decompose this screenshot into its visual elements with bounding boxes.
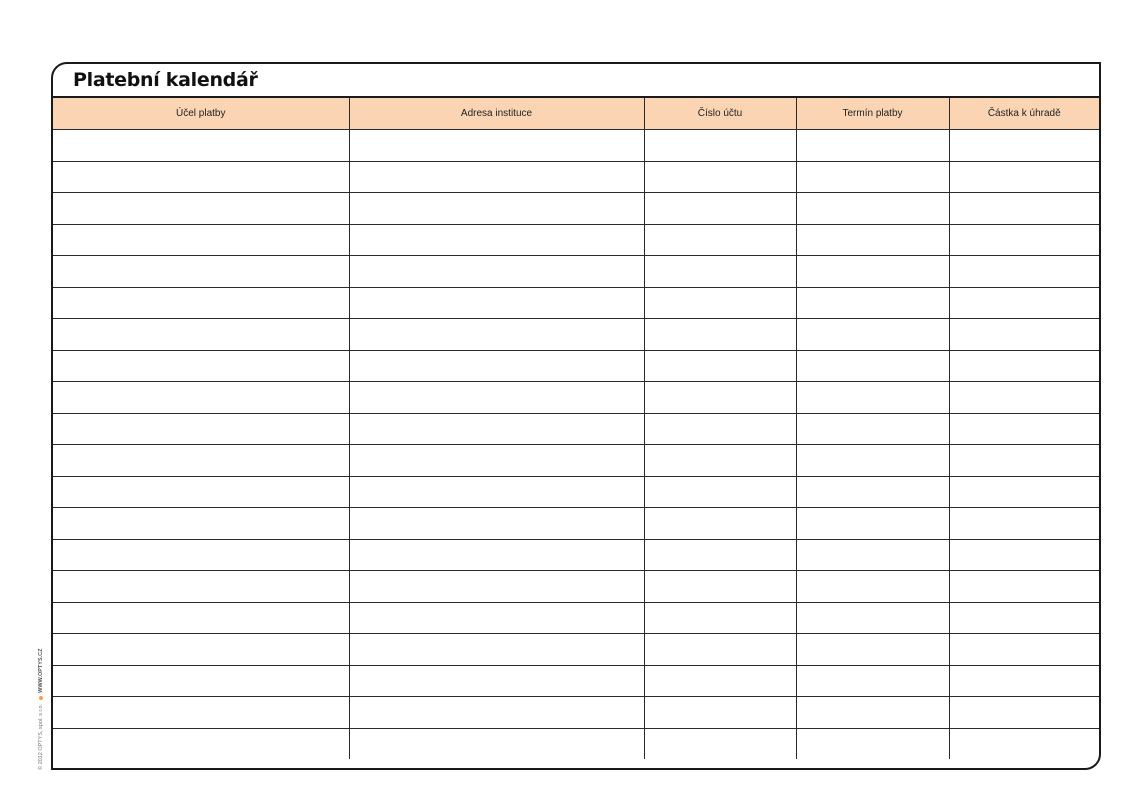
purpose-cell[interactable] [53, 476, 349, 508]
table-body [53, 130, 1099, 760]
due-date-cell[interactable] [796, 224, 949, 256]
purpose-cell[interactable] [53, 130, 349, 162]
purpose-cell[interactable] [53, 602, 349, 634]
purpose-cell[interactable] [53, 382, 349, 414]
footer-credit [38, 649, 44, 771]
due-date-cell[interactable] [796, 287, 949, 319]
address-cell[interactable] [349, 130, 644, 162]
account-number-cell[interactable] [644, 508, 796, 540]
header-row [53, 98, 1099, 130]
purpose-cell[interactable] [53, 224, 349, 256]
table-row [53, 571, 1099, 603]
account-number-cell[interactable] [644, 256, 796, 288]
account-number-cell[interactable] [644, 224, 796, 256]
table-row [53, 350, 1099, 382]
table-row [53, 634, 1099, 666]
account-number-cell[interactable] [644, 539, 796, 571]
table-row [53, 508, 1099, 540]
due-date-cell[interactable] [796, 728, 949, 759]
column-header-address: Adresa instituce [349, 98, 644, 130]
due-date-cell[interactable] [796, 130, 949, 162]
due-date-cell[interactable] [796, 697, 949, 729]
purpose-cell[interactable] [53, 161, 349, 193]
purpose-cell[interactable] [53, 665, 349, 697]
amount-cell[interactable] [949, 256, 1099, 288]
website-text: WWW.OPTYS.CZ [38, 648, 44, 693]
address-cell[interactable] [349, 193, 644, 225]
address-cell[interactable] [349, 697, 644, 729]
column-header-due-date: Termín platby [796, 98, 949, 130]
address-cell[interactable] [349, 319, 644, 351]
table-row [53, 445, 1099, 477]
table-row [53, 602, 1099, 634]
purpose-cell[interactable] [53, 193, 349, 225]
amount-cell[interactable] [949, 697, 1099, 729]
column-header-amount: Částka k úhradě [949, 98, 1099, 130]
table-row [53, 130, 1099, 162]
address-cell[interactable] [349, 539, 644, 571]
column-header-purpose: Účel platby [53, 98, 349, 130]
amount-cell[interactable] [949, 287, 1099, 319]
amount-cell[interactable] [949, 508, 1099, 540]
purpose-cell[interactable] [53, 539, 349, 571]
amount-cell[interactable] [949, 665, 1099, 697]
amount-cell[interactable] [949, 634, 1099, 666]
table-row [53, 161, 1099, 193]
purpose-cell[interactable] [53, 350, 349, 382]
due-date-cell[interactable] [796, 319, 949, 351]
address-cell[interactable] [349, 413, 644, 445]
account-number-cell[interactable] [644, 350, 796, 382]
due-date-cell[interactable] [796, 476, 949, 508]
table-row [53, 256, 1099, 288]
copyright-text: © 2012 OPTYS, spol. s r.o. [38, 703, 44, 770]
amount-cell[interactable] [949, 728, 1099, 759]
account-number-cell[interactable] [644, 697, 796, 729]
account-number-cell[interactable] [644, 728, 796, 759]
account-number-cell[interactable] [644, 665, 796, 697]
table-row [53, 539, 1099, 571]
account-number-cell[interactable] [644, 193, 796, 225]
table-row [53, 728, 1099, 759]
table-row [53, 382, 1099, 414]
payment-calendar-form [51, 62, 1101, 770]
bullet-dot-icon [39, 696, 43, 700]
address-cell[interactable] [349, 665, 644, 697]
amount-cell[interactable] [949, 382, 1099, 414]
due-date-cell[interactable] [796, 665, 949, 697]
payment-table [53, 98, 1099, 759]
due-date-cell[interactable] [796, 382, 949, 414]
purpose-cell[interactable] [53, 413, 349, 445]
account-number-cell[interactable] [644, 445, 796, 477]
amount-cell[interactable] [949, 476, 1099, 508]
table-row [53, 413, 1099, 445]
amount-cell[interactable] [949, 193, 1099, 225]
account-number-cell[interactable] [644, 130, 796, 162]
account-number-cell[interactable] [644, 634, 796, 666]
due-date-cell[interactable] [796, 161, 949, 193]
table-row [53, 287, 1099, 319]
address-cell[interactable] [349, 634, 644, 666]
amount-cell[interactable] [949, 224, 1099, 256]
page-title: Platební kalendář [73, 69, 258, 91]
amount-cell[interactable] [949, 130, 1099, 162]
purpose-cell[interactable] [53, 445, 349, 477]
due-date-cell[interactable] [796, 602, 949, 634]
account-number-cell[interactable] [644, 571, 796, 603]
due-date-cell[interactable] [796, 571, 949, 603]
amount-cell[interactable] [949, 161, 1099, 193]
table-row [53, 193, 1099, 225]
account-number-cell[interactable] [644, 476, 796, 508]
purpose-cell[interactable] [53, 728, 349, 759]
table-row [53, 665, 1099, 697]
amount-cell[interactable] [949, 539, 1099, 571]
account-number-cell[interactable] [644, 602, 796, 634]
address-cell[interactable] [349, 445, 644, 477]
account-number-cell[interactable] [644, 413, 796, 445]
purpose-cell[interactable] [53, 634, 349, 666]
purpose-cell[interactable] [53, 256, 349, 288]
due-date-cell[interactable] [796, 413, 949, 445]
amount-cell[interactable] [949, 571, 1099, 603]
due-date-cell[interactable] [796, 634, 949, 666]
address-cell[interactable] [349, 256, 644, 288]
due-date-cell[interactable] [796, 350, 949, 382]
address-cell[interactable] [349, 476, 644, 508]
table-row [53, 319, 1099, 351]
account-number-cell[interactable] [644, 382, 796, 414]
address-cell[interactable] [349, 602, 644, 634]
table-row [53, 697, 1099, 729]
table-row [53, 224, 1099, 256]
title-bar [53, 64, 1099, 98]
address-cell[interactable] [349, 161, 644, 193]
due-date-cell[interactable] [796, 508, 949, 540]
due-date-cell[interactable] [796, 256, 949, 288]
address-cell[interactable] [349, 382, 644, 414]
account-number-cell[interactable] [644, 161, 796, 193]
address-cell[interactable] [349, 508, 644, 540]
due-date-cell[interactable] [796, 193, 949, 225]
address-cell[interactable] [349, 350, 644, 382]
amount-cell[interactable] [949, 350, 1099, 382]
amount-cell[interactable] [949, 445, 1099, 477]
due-date-cell[interactable] [796, 539, 949, 571]
address-cell[interactable] [349, 287, 644, 319]
account-number-cell[interactable] [644, 319, 796, 351]
purpose-cell[interactable] [53, 508, 349, 540]
amount-cell[interactable] [949, 319, 1099, 351]
address-cell[interactable] [349, 728, 644, 759]
purpose-cell[interactable] [53, 319, 349, 351]
account-number-cell[interactable] [644, 287, 796, 319]
purpose-cell[interactable] [53, 571, 349, 603]
column-header-account-number: Číslo účtu [644, 98, 796, 130]
due-date-cell[interactable] [796, 445, 949, 477]
amount-cell[interactable] [949, 602, 1099, 634]
amount-cell[interactable] [949, 413, 1099, 445]
purpose-cell[interactable] [53, 287, 349, 319]
purpose-cell[interactable] [53, 697, 349, 729]
address-cell[interactable] [349, 571, 644, 603]
address-cell[interactable] [349, 224, 644, 256]
table-row [53, 476, 1099, 508]
